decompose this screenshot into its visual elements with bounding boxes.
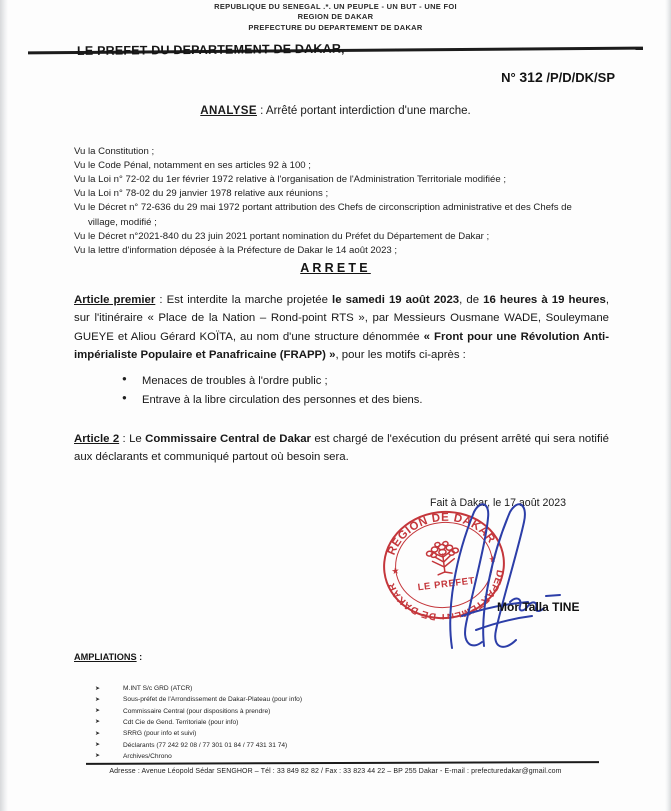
footer-address: Adresse : Avenue Léopold Sédar SENGHOR – Tél : 33 849 82 82 / Fax : 33 823 44 22 – BP 255 Dakar - E-mail : prefecturedakar@gmail.com bbox=[109, 768, 562, 775]
ampliation-item: ➤ Commissaire Central (pour dispositions à prendre) bbox=[95, 706, 302, 717]
article-2-label: Article 2 bbox=[74, 433, 120, 445]
signer-name: Mor Talla TINE bbox=[497, 600, 580, 614]
motif-item: ● Entrave à la libre circulation des personnes et des biens. bbox=[118, 391, 422, 410]
article-2-text-1: Le bbox=[129, 433, 146, 445]
article-premier-text-3: , sur l'itinéraire « Place de la Nation – Rond-point RTS », par Messieurs Ousmane WADE, Souleymane GUEYE et Aliou Gérard KOÏTA, au nom d'une structure dénommée bbox=[74, 294, 610, 343]
vu-clause: Vu le Décret n°2021-840 du 23 juin 2021 portant nomination du Préfet du Département de Dakar ; bbox=[74, 230, 490, 242]
article-premier-text-1: Est interdite la marche projetée bbox=[166, 294, 333, 306]
ampliations-title-text: AMPLIATIONS bbox=[74, 652, 137, 662]
header-line-region: REGION DE DAKAR bbox=[297, 12, 374, 22]
stamp-star-left-icon: ★ bbox=[390, 565, 401, 577]
vu-clause: Vu la lettre d'information déposée à la Préfecture de Dakar le 14 août 2023 ; bbox=[74, 244, 398, 256]
stamp-bottom-arc-text: DEPARTEMENT DE DAKAR bbox=[386, 568, 506, 623]
place-and-date: Fait à Dakar, le 17 août 2023 bbox=[430, 497, 567, 509]
article-premier bbox=[74, 291, 609, 365]
article-2-authority: Commissaire Central de Dakar bbox=[145, 433, 311, 445]
article-premier-date: le samedi 19 août 2023 bbox=[332, 294, 460, 306]
motif-item: ● Menaces de troubles à l'ordre public ; bbox=[118, 372, 422, 391]
article-premier-organisation: « Front pour une Révolution Anti-impérialiste Populaire et Panafricaine (FRAPP) » bbox=[74, 330, 609, 362]
analyse-text: Arrêté portant interdiction d'une marche. bbox=[265, 105, 471, 117]
article-2-separator: : bbox=[119, 433, 130, 445]
vu-clause-continuation: village, modifié ; bbox=[88, 216, 157, 228]
ampliations-title-separator: : bbox=[136, 652, 143, 662]
ampliation-item: ➤ M.INT S/c GRD (ATCR) bbox=[95, 683, 302, 694]
footer-divider bbox=[86, 761, 599, 765]
document-header bbox=[0, 0, 671, 33]
arrete-heading: ARRETE bbox=[300, 261, 371, 275]
analyse-line bbox=[0, 105, 671, 117]
header-line-prefecture: PREFECTURE DU DEPARTEMENT DE DAKAR bbox=[248, 22, 423, 32]
vu-clause: Vu le Décret n° 72-636 du 29 mai 1972 portant attribution des Chefs de circonscription administrative et des Chefs de bbox=[74, 202, 572, 214]
vu-clauses bbox=[74, 145, 609, 258]
header-line-republique: REPUBLIQUE DU SENEGAL .*. UN PEUPLE - UN BUT - UNE FOI bbox=[214, 2, 457, 11]
article-premier-separator: : bbox=[155, 294, 167, 306]
analyse-label: ANALYSE bbox=[200, 105, 257, 117]
ampliations-list bbox=[95, 683, 302, 762]
article-2-text-2: est chargé de l'exécution du présent arrêté qui sera notifié aux déclarants et communiqué partout où besoin sera. bbox=[74, 433, 609, 464]
issuer-title: LE PREFET DU DEPARTEMENT DE DAKAR, bbox=[76, 41, 345, 58]
vu-clause: Vu le Code Pénal, notamment en ses articles 92 à 100 ; bbox=[74, 160, 311, 172]
ampliation-item: ➤ Déclarants (77 242 92 08 / 77 301 01 84 / 77 431 31 74) bbox=[95, 740, 302, 751]
article-premier-text-4: , pour les motifs ci-après : bbox=[335, 349, 466, 362]
article-premier-label: Article premier bbox=[74, 294, 156, 306]
ampliation-item: ➤ SRRG (pour info et suivi) bbox=[95, 728, 302, 739]
handwritten-signature bbox=[432, 498, 572, 658]
ampliation-item: ➤ Archives/Chrono bbox=[95, 751, 302, 762]
ampliation-item: ➤ Cdt Cie de Gend. Territoriale (pour info) bbox=[95, 717, 302, 728]
vu-clause: Vu la Loi n° 78-02 du 29 janvier 1978 relative aux réunions ; bbox=[74, 188, 329, 200]
reference-value: 312 bbox=[519, 69, 543, 85]
reference-number bbox=[501, 69, 615, 85]
ampliation-item: ➤ Sous-préfet de l'Arrondissement de Dakar-Plateau (pour info) bbox=[95, 694, 302, 705]
reference-suffix: /P/D/DK/SP bbox=[546, 70, 615, 85]
stamp-center-text: LE PREFET bbox=[417, 575, 476, 594]
stamp-top-arc-text: REGION DE DAKAR bbox=[385, 511, 498, 557]
ampliations-title bbox=[74, 652, 142, 662]
vu-clause: Vu la Loi n° 72-02 du 1er février 1972 relative à l'organisation de l'Administration Territoriale modifiée ; bbox=[74, 174, 506, 186]
motifs-list bbox=[118, 372, 422, 410]
article-2 bbox=[74, 430, 609, 467]
article-premier-hours: 16 heures à 19 heures bbox=[483, 294, 606, 306]
article-premier-text-2: , de bbox=[459, 294, 484, 306]
stamp-star-right-icon: ★ bbox=[487, 553, 498, 565]
analyse-separator: : bbox=[256, 105, 266, 117]
reference-prefix: N° bbox=[501, 70, 516, 85]
vu-clause: Vu la Constitution ; bbox=[74, 146, 155, 157]
